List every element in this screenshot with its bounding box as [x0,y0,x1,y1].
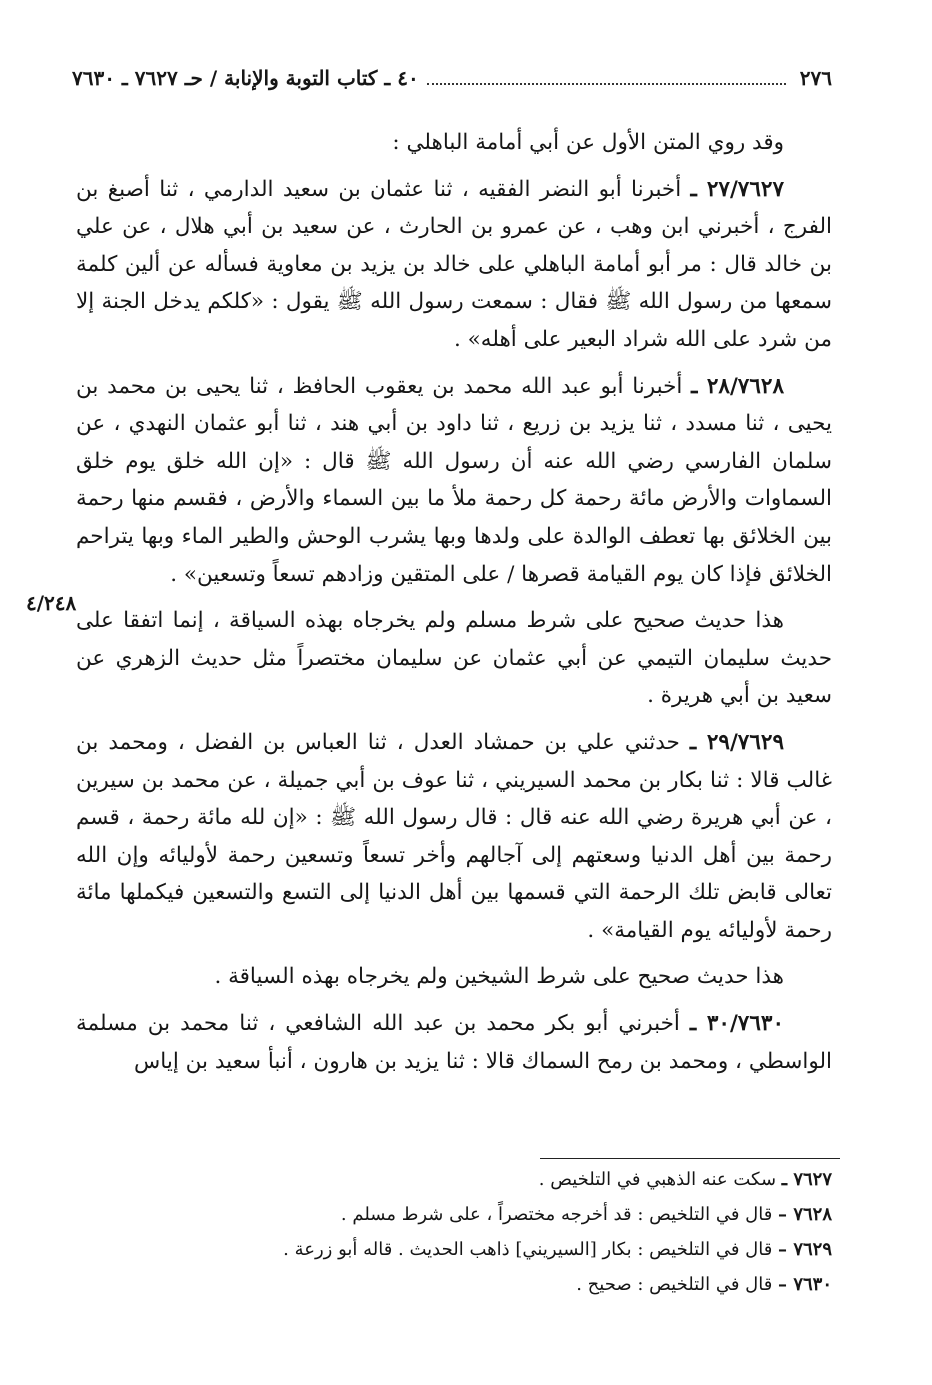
footnote-text: قال في التلخيص : صحيح . [576,1274,779,1295]
hadith-number: ٢٩/٧٦٢٩ ـ [689,729,784,755]
footnote-7630 [200,1267,832,1302]
running-header [72,58,832,98]
hadith-text: حدثني علي بن حمشاد العدل ، ثنا العباس بن الفضل ، ومحمد بن غالب قالا : ثنا بكار بن محمد السيريني ، ثنا عوف بن أبي جميلة ، عن محمد بن سيرين ، عن أبي هريرة رضي الله عنه قال : قال رسول الله ﷺ : «إن لله مائة رحمة ، قسم رحمة بين أهل الدنيا وسعتهم إلى آجالهم وأخر تسعاً وتسعين رحمة لأوليائه وإن الله تعالى قابض تلك الرحمة التي قسمها بين أهل الدنيا إلى التسع والتسعين فيكملها مائة رحمة لأوليائه يوم القيامة» . [76,729,832,943]
footnote-number: ٧٦٢٧ ـ [781,1169,832,1190]
hadith-text: أخبرنا أبو عبد الله محمد بن يعقوب الحافظ ، ثنا يحيى بن محمد بن يحيى ، ثنا مسدد ، ثنا يزيد بن زريع ، ثنا داود بن أبي هند ، ثنا أبو عثمان النهدي ، عن سلمان الفارسي رضي الله عنه أن رسول الله ﷺ قال : «إن الله خلق يوم خلق السماوات والأرض مائة رحمة كل رحمة ملأ ما بين السماء والأرض ، فقسم منها رحمة بين الخلائق بها تعطف الوالدة على ولدها وبها يشرب الوحش والطير الماء وبها يتراحم الخلائق فإذا كان يوم القيامة قصرها / على المتقين وزادهم تسعاً وتسعين» . [76,373,832,587]
header-leader-dots [427,83,786,85]
grading-paragraph [76,602,832,715]
margin-volume-page-ref: ٤/٢٤٨ [26,591,77,615]
footnote-text: قال في التلخيص : قد أخرجه مختصراً ، على شرط مسلم . [340,1204,779,1225]
intro-paragraph [76,124,832,162]
footnote-number: ٧٦٢٨ – [778,1204,832,1225]
footnote-7627 [200,1162,832,1197]
hadith-7627 [76,171,832,359]
hadith-7630 [76,1005,832,1080]
footnote-text: قال في التلخيص : بكار [السيريني] ذاهب الحديث . قاله أبو زرعة . [283,1239,779,1260]
footnote-7629 [200,1232,832,1267]
footnote-number: ٧٦٣٠ – [778,1274,832,1295]
page-number: ٢٧٦ [799,66,832,90]
footnote-number: ٧٦٢٩ – [778,1239,832,1260]
running-title: ٤٠ ـ كتاب التوبة والإنابة / حـ ٧٦٢٧ ـ ٧٦٣٠ [72,66,419,90]
footnotes [200,1162,832,1302]
hadith-text: أخبرنا أبو النضر الفقيه ، ثنا عثمان بن سعيد الدارمي ، ثنا أصبغ بن الفرج ، أخبرني ابن وهب ، عن عمرو بن الحارث ، عن سعيد بن أبي هلال ، عن علي بن خالد قال : مر أبو أمامة الباهلي على خالد بن يزيد بن معاوية فسأله عن ألين كلمة سمعها من رسول الله ﷺ فقال : سمعت رسول الله ﷺ يقول : «كلكم يدخل الجنة إلا من شرد على الله شراد البعير على أهله» . [76,176,832,352]
footnote-separator [540,1158,840,1159]
paragraph-text: وقد روي المتن الأول عن أبي أمامة الباهلي : [392,130,784,155]
footnote-7628 [200,1197,832,1232]
hadith-text: أخبرني أبو بكر محمد بن عبد الله الشافعي ، ثنا محمد بن مسلمة الواسطي ، ومحمد بن رمح السماك قالا : ثنا يزيد بن هارون ، أنبأ سعيد بن إياس [76,1011,832,1074]
hadith-number: ٢٨/٧٦٢٨ ـ [691,373,784,399]
paragraph-text: هذا حديث صحيح على شرط الشيخين ولم يخرجاه بهذه السياقة . [214,964,784,990]
main-text [76,124,832,1089]
hadith-number: ٢٧/٧٦٢٧ ـ [690,176,784,202]
hadith-7629 [76,724,832,950]
hadith-7628 [76,368,832,594]
paragraph-text: هذا حديث صحيح على شرط مسلم ولم يخرجاه بهذه السياقة ، إنما اتفقا على حديث سليمان التيمي عن أبي عثمان عن سليمان مختصراً مثل حديث الزهري عن سعيد بن أبي هريرة . [76,608,832,709]
footnote-text: سكت عنه الذهبي في التلخيص . [538,1169,782,1190]
hadith-number: ٣٠/٧٦٣٠ ـ [689,1011,784,1037]
grading-paragraph [76,958,832,996]
